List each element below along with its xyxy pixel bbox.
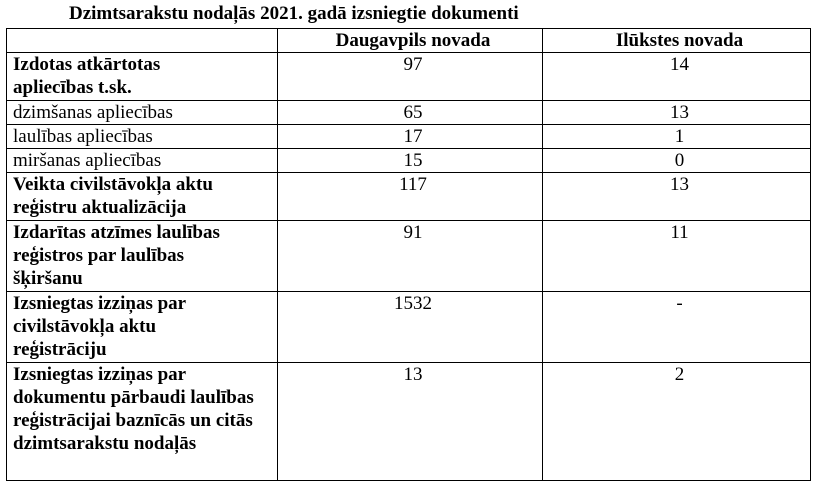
- cell-daugavpils: 65: [278, 101, 543, 125]
- cell-daugavpils: 17: [278, 125, 543, 149]
- header-daugavpils: Daugavpils novada: [278, 29, 543, 53]
- cell-ilukste: 14: [543, 53, 811, 101]
- cell-ilukste: -: [543, 292, 811, 363]
- cell-daugavpils: 117: [278, 173, 543, 221]
- cell-ilukste: 13: [543, 173, 811, 221]
- cell-daugavpils: 15: [278, 149, 543, 173]
- row-label: Izdotas atkārtotas apliecības t.sk.: [7, 53, 278, 101]
- cell-daugavpils: 91: [278, 221, 543, 292]
- cell-daugavpils: 13: [278, 363, 543, 481]
- row-label: dzimšanas apliecības: [7, 101, 278, 125]
- header-ilukste: Ilūkstes novada: [543, 29, 811, 53]
- table-header-row: [7, 29, 811, 53]
- row-label: laulības apliecības: [7, 125, 278, 149]
- table-row: [7, 125, 811, 149]
- table-row: [7, 173, 811, 221]
- cell-ilukste: 2: [543, 363, 811, 481]
- row-label: miršanas apliecības: [7, 149, 278, 173]
- table-row: [7, 53, 811, 101]
- row-label: Izsniegtas izziņas par civilstāvokļa aktu reģistrāciju: [7, 292, 278, 363]
- cell-daugavpils: 97: [278, 53, 543, 101]
- table-row: [7, 363, 811, 481]
- cell-ilukste: 11: [543, 221, 811, 292]
- cell-ilukste: 13: [543, 101, 811, 125]
- page-title: Dzimtsarakstu nodaļās 2021. gadā izsniegtie dokumenti: [69, 3, 519, 24]
- cell-daugavpils: 1532: [278, 292, 543, 363]
- table-row: [7, 221, 811, 292]
- cell-ilukste: 1: [543, 125, 811, 149]
- row-label: Izdarītas atzīmes laulības reģistros par laulības šķiršanu: [7, 221, 278, 292]
- row-label: Veikta civilstāvokļa aktu reģistru aktualizācija: [7, 173, 278, 221]
- row-label: Izsniegtas izziņas par dokumentu pārbaudi laulības reģistrācijai baznīcās un citās dzimtsarakstu nodaļās: [7, 363, 278, 481]
- documents-table: [6, 28, 811, 481]
- cell-ilukste: 0: [543, 149, 811, 173]
- table-row: [7, 149, 811, 173]
- table-row: [7, 292, 811, 363]
- header-empty-cell: [7, 29, 278, 53]
- table-row: [7, 101, 811, 125]
